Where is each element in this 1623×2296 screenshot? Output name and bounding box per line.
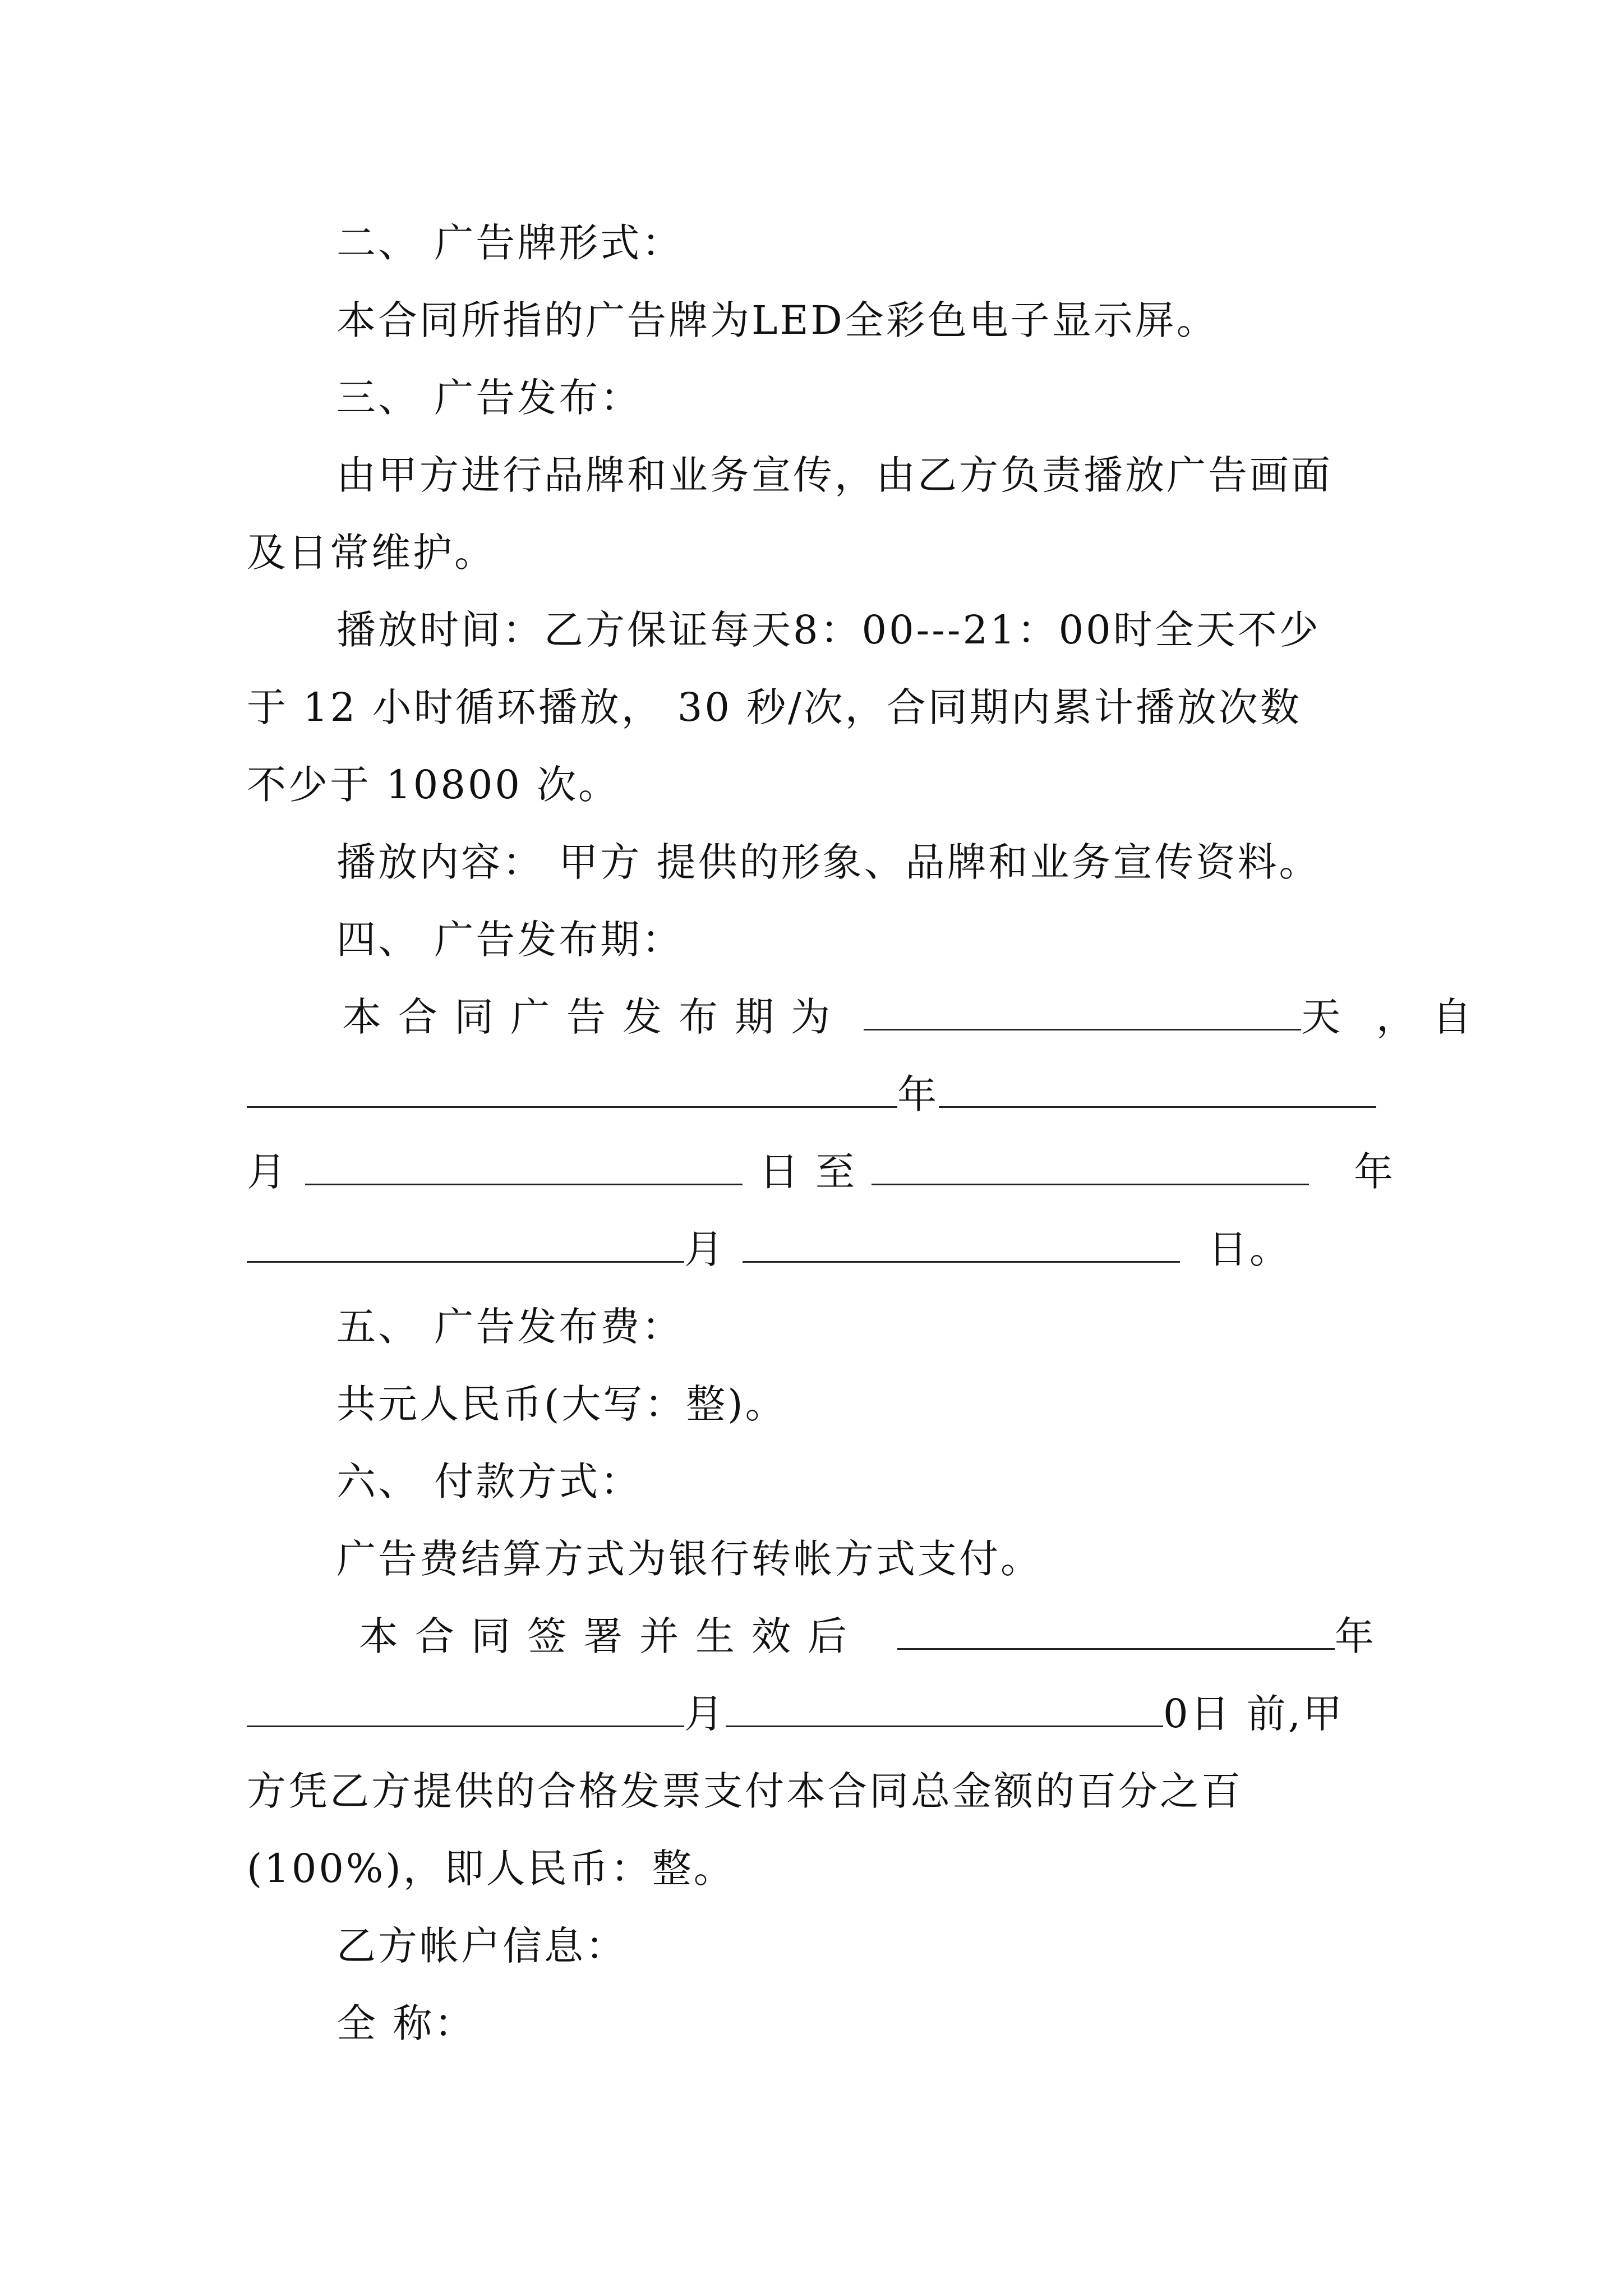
play-content: 播放内容： 甲方 提供的形象、品牌和业务宣传资料。 (336, 839, 1321, 885)
section-3-heading: 三、 广告发布： (336, 375, 642, 421)
end-day-blank (743, 1220, 1180, 1263)
sign-prefix: 本合同签署并生效后 (359, 1613, 864, 1659)
pay-month-blank (247, 1684, 684, 1727)
section-5-body: 共元人民币(大写：整)。 (336, 1381, 787, 1427)
period-day-label: 天 (1301, 994, 1343, 1040)
end-month-label: 月 (684, 1226, 726, 1272)
section-6-heading: 六、 付款方式： (336, 1458, 642, 1504)
pay-month-label: 月 (684, 1691, 726, 1737)
period-line-3 (247, 1141, 1395, 1203)
start-year-blank (247, 1065, 897, 1108)
account-name-label: 全 称： (336, 2000, 476, 2046)
pay-year-blank (897, 1607, 1335, 1650)
sign-line-1 (359, 1605, 1376, 1667)
section-2-body: 本合同所指的广告牌为LED全彩色电子显示屏。 (336, 297, 1218, 343)
sign-line-4: (100%)，即人民币：整。 (247, 1846, 735, 1892)
period-days-blank (864, 987, 1301, 1030)
section-5-heading: 五、 广告发布费： (336, 1304, 684, 1350)
sign-line-2 (247, 1683, 1344, 1745)
period-line-1 (342, 986, 1488, 1048)
sign-line-3: 方凭乙方提供的合格发票支付本合同总金额的百分之百 (247, 1768, 1243, 1814)
section-2-heading: 二、 广告牌形式： (336, 220, 684, 266)
pay-day-blank (726, 1684, 1163, 1727)
pay-day-before-label: 0日 前,甲 (1163, 1691, 1345, 1737)
play-time-line-2: 于 12 小时循环播放， 30 秒/次，合同期内累计播放次数 (247, 684, 1302, 730)
play-time-line-1: 播放时间：乙方保证每天8：00---21：00时全天不少 (336, 607, 1321, 653)
period-line-4 (247, 1218, 1291, 1280)
end-month-blank (247, 1220, 684, 1263)
end-year-blank (872, 1142, 1309, 1185)
end-year-label: 年 (1354, 1149, 1395, 1195)
section-6-body: 广告费结算方式为银行转帐方式支付。 (336, 1536, 1042, 1582)
end-day-label: 日。 (1208, 1226, 1291, 1272)
play-time-line-3: 不少于 10800 次。 (247, 762, 620, 808)
section-4-heading: 四、 广告发布期： (336, 917, 684, 963)
day-to-label: 日至 (759, 1149, 872, 1195)
account-heading: 乙方帐户信息： (336, 1923, 627, 1969)
period-line-2 (247, 1064, 1376, 1125)
pay-year-label: 年 (1335, 1613, 1376, 1659)
period-from-label: ，自 (1376, 994, 1488, 1040)
start-month-label: 月 (247, 1149, 288, 1195)
section-3-body-line-1: 由甲方进行品牌和业务宣传，由乙方负责播放广告画面 (336, 452, 1332, 498)
period-prefix: 本合同广告发布期为 (342, 994, 847, 1040)
section-3-body-line-2: 及日常维护。 (247, 530, 496, 576)
start-year-label: 年 (897, 1071, 939, 1117)
start-day-blank (305, 1142, 743, 1185)
start-month-blank (939, 1065, 1376, 1108)
